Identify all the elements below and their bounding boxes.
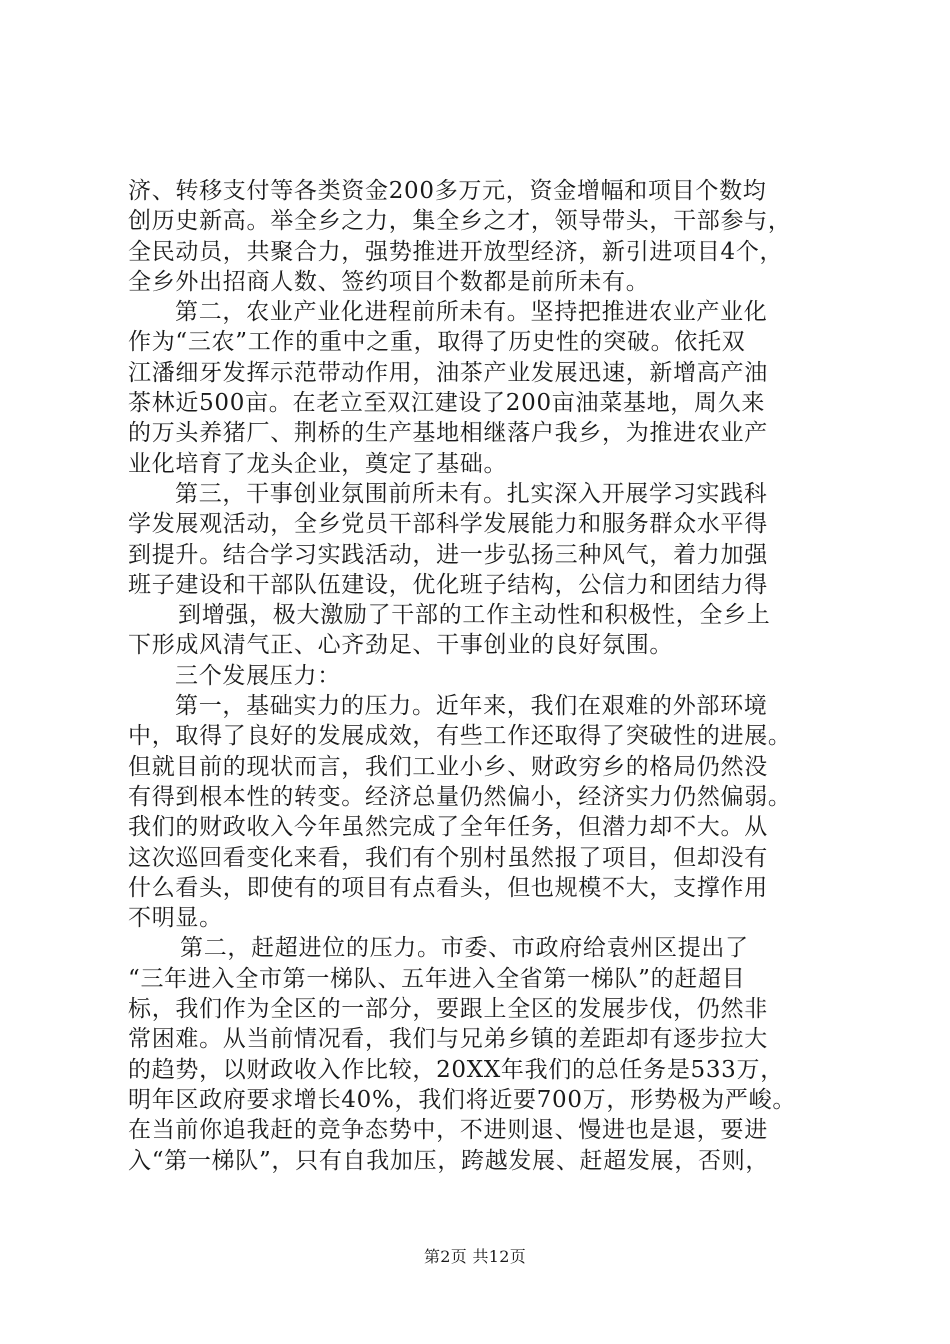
text-line: 什么看头，即使有的项目有点看头，但也规模不大，支撑作用 (128, 874, 768, 901)
text-line: 的趋势，以财政收入作比较，20XX年我们的总任务是533万， (128, 1056, 784, 1083)
text-line: 常困难。从当前情况看，我们与兄弟乡镇的差距却有逐步拉大 (128, 1026, 768, 1053)
text-line: 第二，赶超进位的压力。市委、市政府给袁州区提出了 (180, 935, 749, 962)
text-line: 中，取得了良好的发展成效，有些工作还取得了突破性的进展。 (128, 723, 792, 750)
text-line: 的万头养猪厂、荆桥的生产基地相继落户我乡，为推进农业产 (128, 420, 768, 447)
text-line: 但就目前的现状而言，我们工业小乡、财政穷乡的格局仍然没 (128, 753, 768, 780)
text-line: 全乡外出招商人数、签约项目个数都是前所未有。 (128, 268, 650, 295)
text-line: 全民动员，共聚合力，强势推进开放型经济，新引进项目4个， (128, 238, 784, 265)
text-line: 班子建设和干部队伍建设，优化班子结构，公信力和团结力得 (128, 571, 768, 598)
text-line: 到增强，极大激励了干部的工作主动性和积极性，全乡上 (178, 602, 771, 629)
text-line: “三年进入全市第一梯队、五年进入全省第一梯队”的赶超目 (128, 965, 746, 992)
document-body (128, 176, 842, 1176)
text-line: 第一，基础实力的压力。近年来，我们在艰难的外部环境 (175, 693, 768, 720)
text-line: 不明显。 (128, 905, 223, 932)
text-line: 三个发展压力： (175, 662, 341, 689)
text-line: 业化培育了龙头企业，奠定了基础。 (128, 450, 508, 477)
text-line: 江潘细牙发挥示范带动作用，油茶产业发展迅速，新增高产油 (128, 359, 768, 386)
text-line: 明年区政府要求增长40%，我们将近要700万，形势极为严峻。 (128, 1086, 797, 1113)
text-line: 创历史新高。举全乡之力，集全乡之才，领导带头，干部参与， (128, 208, 792, 235)
page-footer: 第2页 共12页 (423, 1247, 527, 1266)
text-line: 作为“三农”工作的重中之重，取得了历史性的突破。依托双 (128, 329, 746, 356)
text-line: 学发展观活动，全乡党员干部科学发展能力和服务群众水平得 (128, 511, 768, 538)
text-line: 到提升。结合学习实践活动，进一步弘扬三种风气，着力加强 (128, 541, 768, 568)
text-line: 这次巡回看变化来看，我们有个别村虽然报了项目，但却没有 (128, 844, 768, 871)
text-line: 我们的财政收入今年虽然完成了全年任务，但潜力却不大。从 (128, 814, 768, 841)
text-line: 入“第一梯队”，只有自我加压，跨越发展、赶超发展，否则， (128, 1147, 770, 1174)
text-line: 第三，干事创业氛围前所未有。扎实深入开展学习实践科 (175, 480, 768, 507)
text-line: 标，我们作为全区的一部分，要跟上全区的发展步伐，仍然非 (128, 996, 768, 1023)
text-line: 济、转移支付等各类资金200多万元，资金增幅和项目个数均 (128, 178, 767, 204)
text-line: 下形成风清气正、心齐劲足、干事创业的良好氛围。 (128, 632, 674, 659)
text-line: 第二，农业产业化进程前所未有。坚持把推进农业产业化 (175, 299, 768, 326)
text-line: 茶林近500亩。在老立至双江建设了200亩油菜基地，周久来 (128, 390, 766, 417)
text-line: 有得到根本性的转变。经济总量仍然偏小，经济实力仍然偏弱。 (128, 783, 792, 810)
text-line: 在当前你追我赶的竞争态势中，不进则退、慢进也是退，要进 (128, 1117, 768, 1144)
